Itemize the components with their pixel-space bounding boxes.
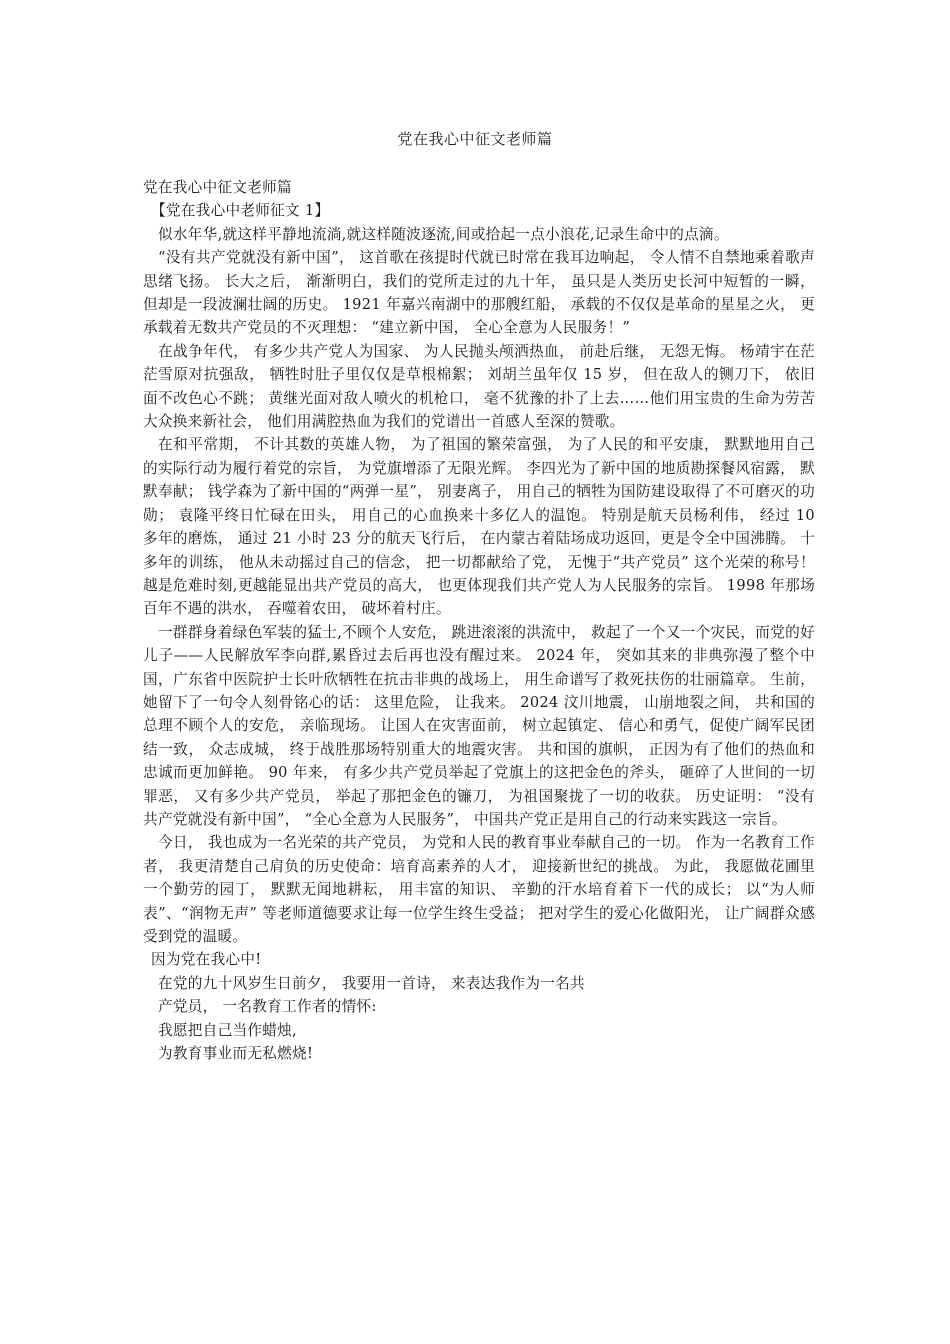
closing-line: 产党员， 一名教育工作者的情怀: [158,998,377,1016]
paragraph: 在战争年代， 有多少共产党人为国家、 为人民抛头颅洒热血， 前赴后继， 无怨无悔。 杨靖宇在茫茫雪原对抗强敌， 牺牲时肚子里仅仅是草根棉絮； 刘胡兰虽年仅 15 岁， 但在敌人的铡刀下， 依旧面不改色心不跳； 黄继光面对敌人喷火的机枪口， 毫不犹豫的扑了上去……他们用宝贵的生命为劳苦大众换来新社会， 他们用满腔热血为我们的党谱出一首感人至深的赞歌。 [143,342,815,431]
paragraph: 似水年华,就这样平静地流淌,就这样随波逐流,间或拾起一点小浪花,记录生命中的点滴。 [158,225,729,243]
document-subtitle: 党在我心中征文老师篇 [143,179,292,196]
paragraph: 在和平常期， 不计其数的英雄人物， 为了祖国的繁荣富强， 为了人民的和平安康， 默默地用自己的实际行动为履行着党的宗旨， 为党旗增添了无限光辉。 李四光为了新中国的地质勘探餐风宿露， 默默奉献； 钱学森为了新中国的“两弹一星”， 别妻离子， 用自己的牺牲为国防建设取得了不可磨灭的功勋； 袁隆平终日忙碌在田头， 用自己的心血换来十多亿人的温饱。 特别是航天员杨利伟， 经过 10 多年的磨炼， 通过 21 小时 23 分的航天飞行后， 在内蒙古着陆场成功返回，更是令全中国沸腾。 十多年的训练， 他从未动摇过自己的信念， 把一切都献给了党， 无愧于“共产党员” 这个光荣的称号！ 越是危难时刻,更越能显出共产党员的高大， 也更体现我们共产党人为人民服务的宗旨。 1998 年那场百年不遇的洪水， 吞噬着农田， 破坏着村庄。 [143,436,815,618]
paragraph: 一群群身着绿色军装的猛士,不顾个人安危， 跳进滚滚的洪流中， 救起了一个又一个灾民，而党的好儿子——人民解放军李向群,累昏过去后再也没有醒过来。 2024 年， 突如其来的非典弥漫了整个中国，广东省中医院护士长叶欣牺牲在抗击非典的战场上， 用生命谱写了救死扶伤的壮丽篇章。 生前， 她留下了一句令人刻骨铭心的话： 这里危险， 让我来。 2024 汶川地震， 山崩地裂之间， 共和国的总理不顾个人的安危， 亲临现场。 让国人在灾害面前， 树立起镇定、 信心和勇气，促使广阔军民团结一致， 众志成城， 终于战胜那场特别重大的地震灾害。 共和国的旗帜， 正因为有了他们的热血和忠诚而更加鲜艳。 90 年来， 有多少共产党员举起了党旗上的这把金色的斧头， 砸碎了人世间的一切罪恶， 又有多少共产党员， 举起了那把金色的镰刀， 为祖国聚拢了一切的收获。 历史证明： “没有共产党就没有新中国”， “全心全意为人民服务”， 中国共产党正是用自己的行动来实践这一宗旨。 [143,623,815,828]
paragraph: 今日， 我也成为一名光荣的共产党员， 为党和人民的教育事业奉献自己的一切。 作为一名教育工作者， 我更清楚自己肩负的历史使命：培育高素养的人才， 迎接新世纪的挑战。 为此， 我愿做花圃里一个勤劳的园丁， 默默无闻地耕耘， 用丰富的知识、 辛勤的汗水培育着下一代的成长； 以“为人师表”、“润物无声” 等老师道德要求让每一位学生终生受益； 把对学生的爱心化做阳光， 让广阔群众感受到党的温暖。 [143,834,815,945]
closing-line: 在党的九十风岁生日前夕， 我要用一首诗， 来表达我作为一名共 [158,974,585,992]
paragraph: “没有共产党就没有新中国”， 这首歌在孩提时代就已时常在我耳边响起， 令人情不自禁地乘着歌声思绪飞扬。 长大之后， 渐渐明白，我们的党所走过的九十年， 虽只是人类历史长河中短暂的一瞬， 但却是一段波澜壮阔的历史。 1921 年嘉兴南湖中的那艘红船， 承载的不仅仅是革命的星星之火， 更承载着无数共产党员的不灭理想： “建立新中国， 全心全意为人民服务！” [143,249,815,337]
closing-line: 因为党在我心中! [151,951,262,969]
closing-line: 为教育事业而无私燃烧! [158,1045,314,1063]
section-heading: 【党在我心中老师征文 1】 [151,202,330,220]
closing-line: 我愿把自己当作蜡烛, [158,1021,297,1039]
document-body [143,176,815,1065]
document-title: 党在我心中征文老师篇 [397,130,553,148]
